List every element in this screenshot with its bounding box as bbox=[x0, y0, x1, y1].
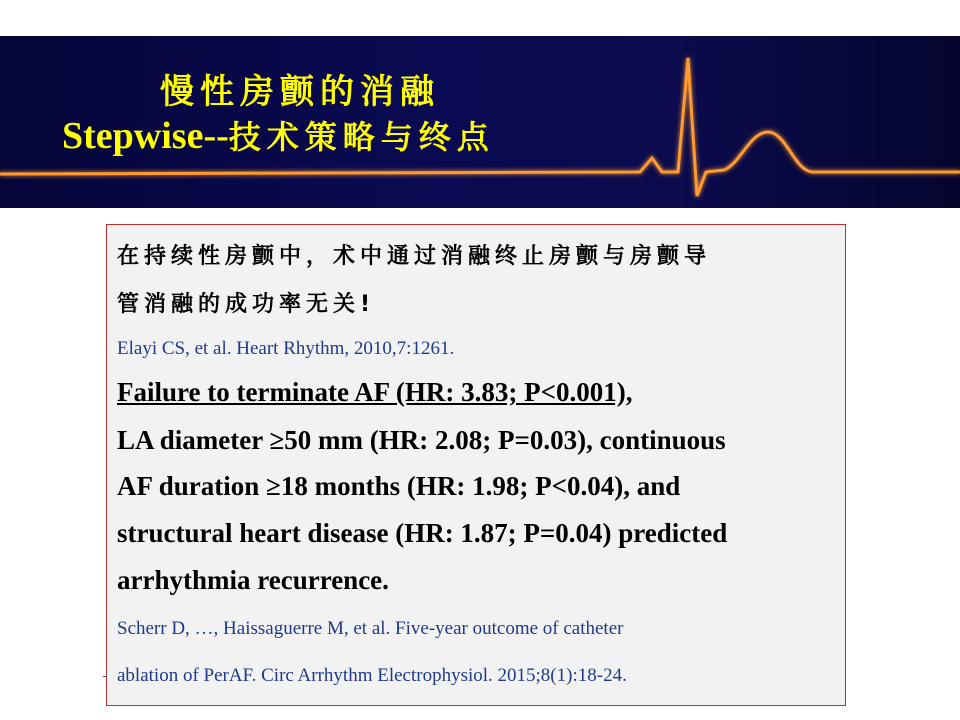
finding-line4: structural heart disease (HR: 1.87; P=0.04) predicted bbox=[117, 518, 728, 548]
cn-statement-line2: 管消融的成功率无关! bbox=[117, 292, 376, 317]
citation-scherr-line1: Scherr D, …, Haissaguerre M, et al. Five-year outcome of catheter bbox=[117, 618, 624, 639]
title-technique-endpoint: 技术策略与终点 bbox=[228, 118, 495, 156]
citation-elayi: Elayi CS, et al. Heart Rhythm, 2010,7:1261. bbox=[117, 338, 455, 359]
finding-line5: arrhythmia recurrence. bbox=[117, 565, 389, 595]
title-banner bbox=[0, 36, 960, 208]
slide-title-line2 bbox=[62, 112, 495, 158]
finding-line2: LA diameter ≥50 mm (HR: 2.08; P=0.03), continuous bbox=[117, 425, 726, 455]
finding-line3: AF duration ≥18 months (HR: 1.98; P<0.04), and bbox=[117, 471, 681, 501]
cn-statement-line1: 在持续性房颤中，术中通过消融终止房颤与房颤导 bbox=[117, 244, 712, 269]
finding-line1: Failure to terminate AF (HR: 3.83; P<0.001), bbox=[117, 377, 633, 407]
content-box bbox=[106, 224, 846, 706]
title-stepwise: Stepwise-- bbox=[62, 115, 229, 157]
slide-title-line1: 慢性房颤的消融 bbox=[160, 72, 440, 112]
divider-mark bbox=[103, 676, 107, 677]
citation-scherr-line2: ablation of PerAF. Circ Arrhythm Electrophysiol. 2015;8(1):18-24. bbox=[117, 665, 627, 686]
